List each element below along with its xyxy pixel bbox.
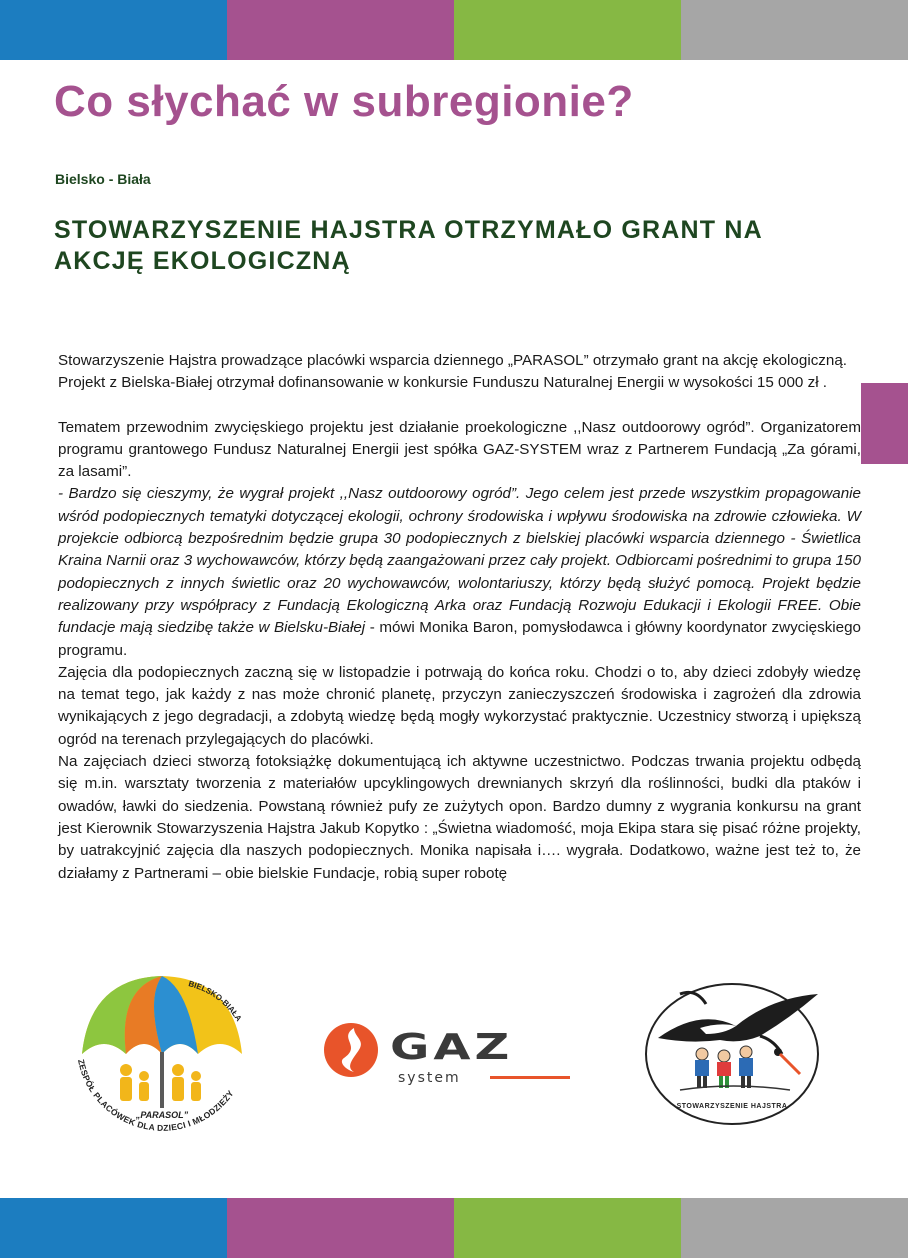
- color-segment-gray: [681, 0, 908, 60]
- gaz-system-logo: [318, 1018, 574, 1088]
- article-quote: - Bardzo się cieszymy, że wygrał projekt ,,Nasz outdoorowy ogród”. Jego celem jest przede wszystkim propagowanie wśród podopiecznych tematyki dotyczącej ekologii, ochrony środowiska i wpływu środowiska na zdrowie człowieka. W projekcie odbiorcą bezpośrednim będzie grupa 30 podopiecznych z bielskiej placówki wsparcia dziennego - Świetlica Kraina Narnii oraz 3 wychowawców, którzy będą zaangażowani przez cały projekt. Odbiorcami pośrednimi to grupa 150 podopiecznych z innych świetlic oraz 20 wychowawców, wolontariuszy, którzy będą służyć pomocą. Projekt będzie realizowany przy współpracy z Fundacją Ekologiczną Arka oraz Fundacją Rozwoju Edukacji i Ekologii FREE. Obie fundacje mają siedzibę także w Bielsku-Białej: [58, 485, 861, 637]
- color-segment-purple: [227, 0, 454, 60]
- color-segment-blue: [0, 1198, 227, 1258]
- color-segment-purple: [227, 1198, 454, 1258]
- color-segment-gray: [681, 1198, 908, 1258]
- article-paragraph-2: Tematem przewodnim zwycięskiego projektu jest działanie proekologiczne ,,Nasz outdoorowy ogród”. Organizatorem programu grantowego Fundusz Naturalnej Energii jest spółka GAZ-SYSTEM wraz z Partnerem Fundacją „Za górami, za lasami”.: [58, 418, 861, 481]
- section-title: Co słychać w subregionie?: [54, 77, 634, 126]
- article-paragraph-4: Na zajęciach dzieci stworzą fotoksiążkę dokumentującą ich aktywne uczestnictwo. Podczas trwania projektu odbędą się m.in. warsztaty tworzenia z materiałów upcyklingowych drewnianych skrzyń dla roślinności, budki dla ptaków i owadów, ławki do siedzenia. Powstaną również pufy ze zużytych opon. Bardzo dumny z wygrania konkursu na grant jest Kierownik Stowarzyszenia Hajstra Jakub Kopytko : „Świetna wiadomość, moja Ekipa stara się pisać różne projekty, by uatrakcyjnić zajęcia dla naszych podopiecznych. Monika napisała i…. wygrała. Dodatkowo, ważne jest też to, że działamy z Partnerami – obie bielskie Fundacje, robią super robotę: [58, 753, 861, 882]
- parasol-ring-top-text: BIELSKO-BIAŁA: [187, 979, 244, 1023]
- article-headline: STOWARZYSZENIE HAJSTRA OTRZYMAŁO GRANT NA AKCJĘ EKOLOGICZNĄ: [54, 216, 763, 275]
- paragraph-spacer: [58, 395, 861, 417]
- gaz-wordmark: GAZ: [390, 1027, 514, 1069]
- region-label: Bielsko - Biała: [55, 171, 151, 187]
- hajstra-logo: [640, 978, 825, 1128]
- parasol-center-text: „PARASOL”: [135, 1110, 189, 1120]
- svg-text:ZESPÓŁ PLACÓWEK DLA DZIECI I M: [76, 1058, 236, 1133]
- quote-attribution: - mówi Monika Baron, pomysłodawca i główny koordynator zwycięskiego programu.: [58, 619, 861, 659]
- color-segment-green: [454, 0, 681, 60]
- parasol-ring-bottom-text: ZESPÓŁ PLACÓWEK DLA DZIECI I MŁODZIEŻY: [75, 1058, 236, 1133]
- side-page-tab: [861, 383, 908, 464]
- bottom-color-bar: [0, 1198, 908, 1258]
- article-quote-paragraph: [58, 483, 861, 661]
- partner-logos: [0, 960, 908, 1150]
- hajstra-caption: STOWARZYSZENIE HAJSTRA: [676, 1103, 788, 1110]
- article-paragraph-1: Stowarzyszenie Hajstra prowadzące placówki wsparcia dziennego „PARASOL” otrzymało grant na akcję ekologiczną. Projekt z Bielska-Białej otrzymał dofinansowanie w konkursie Funduszu Naturalnej Energii w wysokości 15 000 zł .: [58, 352, 847, 392]
- article-body: [58, 350, 861, 885]
- parasol-logo: [70, 968, 255, 1148]
- gaz-system-subtitle: system: [398, 1070, 461, 1086]
- color-segment-green: [454, 1198, 681, 1258]
- article-paragraph-3: Zajęcia dla podopiecznych zaczną się w listopadzie i potrwają do końca roku. Chodzi o to, aby dzieci zdobyły wiedzę na temat tego, jak każdy z nas może chronić planetę, przyczyn zanieczyszczeń środowiska i zagrożeń dla zdrowia wynikających z jego degradacji, a zdobytą wiedzę będą mogły wykorzystać praktycznie. Uczestnicy stworzą i upiększą ogród na terenach przylegających do placówki.: [58, 663, 861, 748]
- top-color-bar: [0, 0, 908, 60]
- flame-swirl-icon: [324, 1023, 378, 1077]
- gaz-orange-underline: [490, 1076, 570, 1079]
- color-segment-blue: [0, 0, 227, 60]
